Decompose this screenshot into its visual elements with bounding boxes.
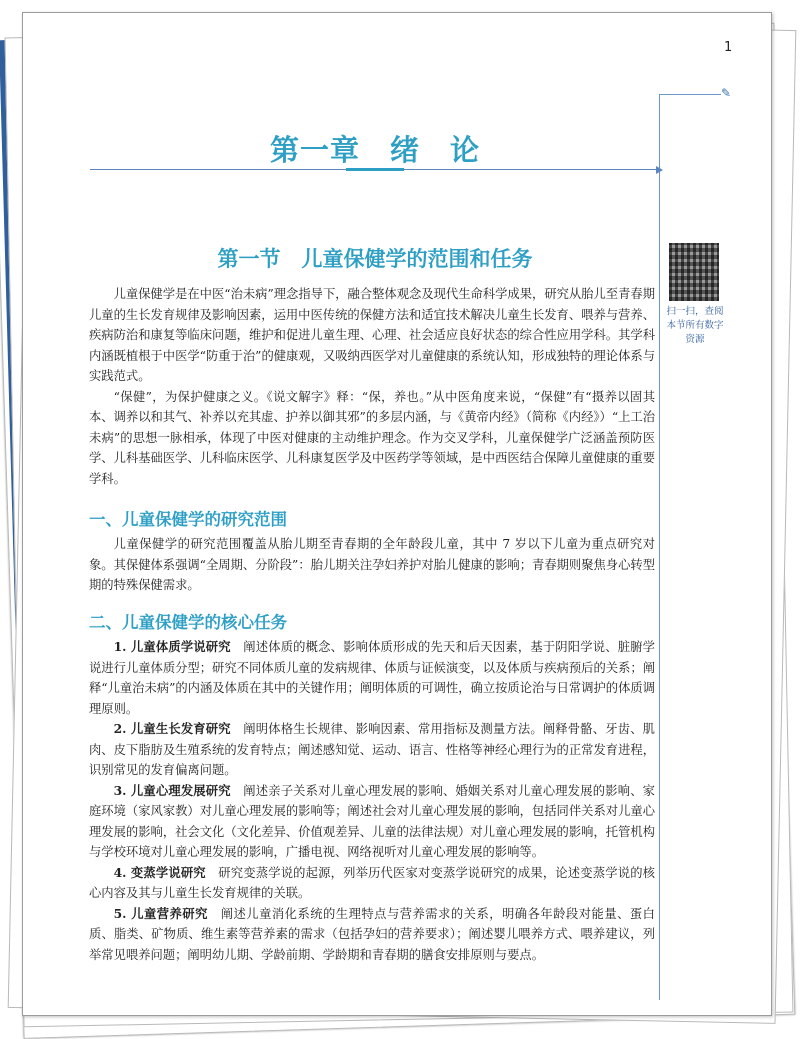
section-title: 第一节 儿童保健学的范围和任务: [217, 247, 533, 271]
task-item-5: [89, 904, 655, 966]
margin-rail-top: [659, 94, 721, 95]
task-item-4: [89, 863, 655, 904]
tasks-list: [89, 637, 655, 965]
page-number: 1: [724, 40, 733, 55]
task-text: 研究变蒸学说的起源，列举历代医家对变蒸学说研究的成果，论述变蒸学说的核心内容及其与儿童生长发育规律的关联。: [89, 865, 655, 900]
task-label: 4. 变蒸学说研究: [113, 864, 206, 880]
chapter-rule-arrow: [656, 166, 663, 174]
task-label: 5. 儿童营养研究: [113, 905, 208, 921]
qr-caption: 扫一扫，查阅本节所有数字资源: [666, 306, 724, 345]
task-item-3: [89, 781, 655, 863]
chapter-title: 第一章 绪 论: [269, 133, 480, 167]
task-label: 2. 儿童生长发育研究: [113, 721, 231, 736]
pen-icon: ✎: [721, 86, 732, 100]
task-item-2: [89, 719, 655, 781]
task-text: 阐述体质的概念、影响体质形成的先天和后天因素，基于阴阳学说、脏腑学说进行儿童体质分型；研究不同体质儿童的发病规律、体质与证候演变，以及体质与疾病预后的关系；阐释“儿童治未病”的内涵及体质在其中的关键作用；阐明体质的可调性，确立按质论治与日常调护的体质调理原则。: [89, 640, 655, 716]
tasks-heading: 二、儿童保健学的核心任务: [89, 613, 287, 632]
margin-rail: [659, 95, 660, 1000]
task-text: 阐述儿童消化系统的生理特点与营养需求的关系，明确各年龄段对能量、蛋白质、脂类、矿物质、维生素等营养素的需求（包括孕妇的营养要求）；阐述婴儿喂养方式、喂养建议，列举常见喂养问题；阐明幼儿期、学龄前期、学龄期和青春期的膳食安排原则与要点。: [89, 906, 655, 962]
intro-paragraph-1: 儿童保健学是在中医“治未病”理念指导下，融合整体观念及现代生命科学成果，研究从胎儿至青春期儿童的生长发育规律及影响因素，运用中医传统的保健方法和适宜技术解决儿童生长发育、喂养与营养、疾病防治和康复等临床问题，维护和促进儿童生理、心理、社会适应良好状态的综合性应用学科。其学科内涵既植根于中医学“防重于治”的健康观，又吸纳西医学对儿童健康的系统认知，形成独特的理论体系与实践范式。: [89, 287, 655, 383]
intro-text: [89, 284, 655, 489]
qr-code-icon[interactable]: [669, 243, 719, 301]
task-label: 1. 儿童体质学说研究: [113, 639, 231, 654]
scope-paragraph: 儿童保健学的研究范围覆盖从胎儿期至青春期的全年龄段儿童，其中 7 岁以下儿童为重点研究对象。其保健体系强调“全周期、分阶段”：胎儿期关注孕妇养护对胎儿健康的影响；青春期则聚焦身心转型期的特殊保健需求。: [89, 537, 655, 592]
chapter-rule-accent: [346, 168, 404, 171]
task-text: 阐明体格生长规律、影响因素、常用指标及测量方法。阐释骨骼、牙齿、肌肉、皮下脂肪及生殖系统的发育特点；阐述感知觉、运动、语言、性格等神经心理行为的正常发育进程，识别常见的发育偏离问题。: [89, 722, 655, 777]
scope-heading: 一、儿童保健学的研究范围: [89, 510, 287, 529]
task-text: 阐述亲子关系对儿童心理发展的影响、婚姻关系对儿童心理发展的影响、家庭环境（家风家教）对儿童心理发展的影响等；阐述社会对儿童心理发展的影响，包括同伴关系对儿童心理发展的影响，社会文化（文化差异、价值观差异、儿童的法律法规）对儿童心理发展的影响，托管机构与学校环境对儿童心理发展的影响，广播电视、网络视听对儿童心理发展的影响等。: [89, 783, 655, 859]
scope-text: [89, 534, 655, 596]
intro-paragraph-2: “保健”，为保护健康之义。《说文解字》释：“保，养也。”从中医角度来说，“保健”有“摄养以固其本、调养以和其气、补养以充其虚、护养以御其邪”的多层内涵，与《黄帝内经》（简称《内经》）“上工治未病”的思想一脉相承，体现了中医对健康的主动维护理念。作为交叉学科，儿童保健学广泛涵盖预防医学、儿科基础医学、儿科临床医学、儿科康复医学及中医药学等领域，是中西医结合保障儿童健康的重要学科。: [89, 389, 655, 486]
task-item-1: [89, 637, 655, 719]
task-label: 3. 儿童心理发展研究: [113, 782, 231, 798]
